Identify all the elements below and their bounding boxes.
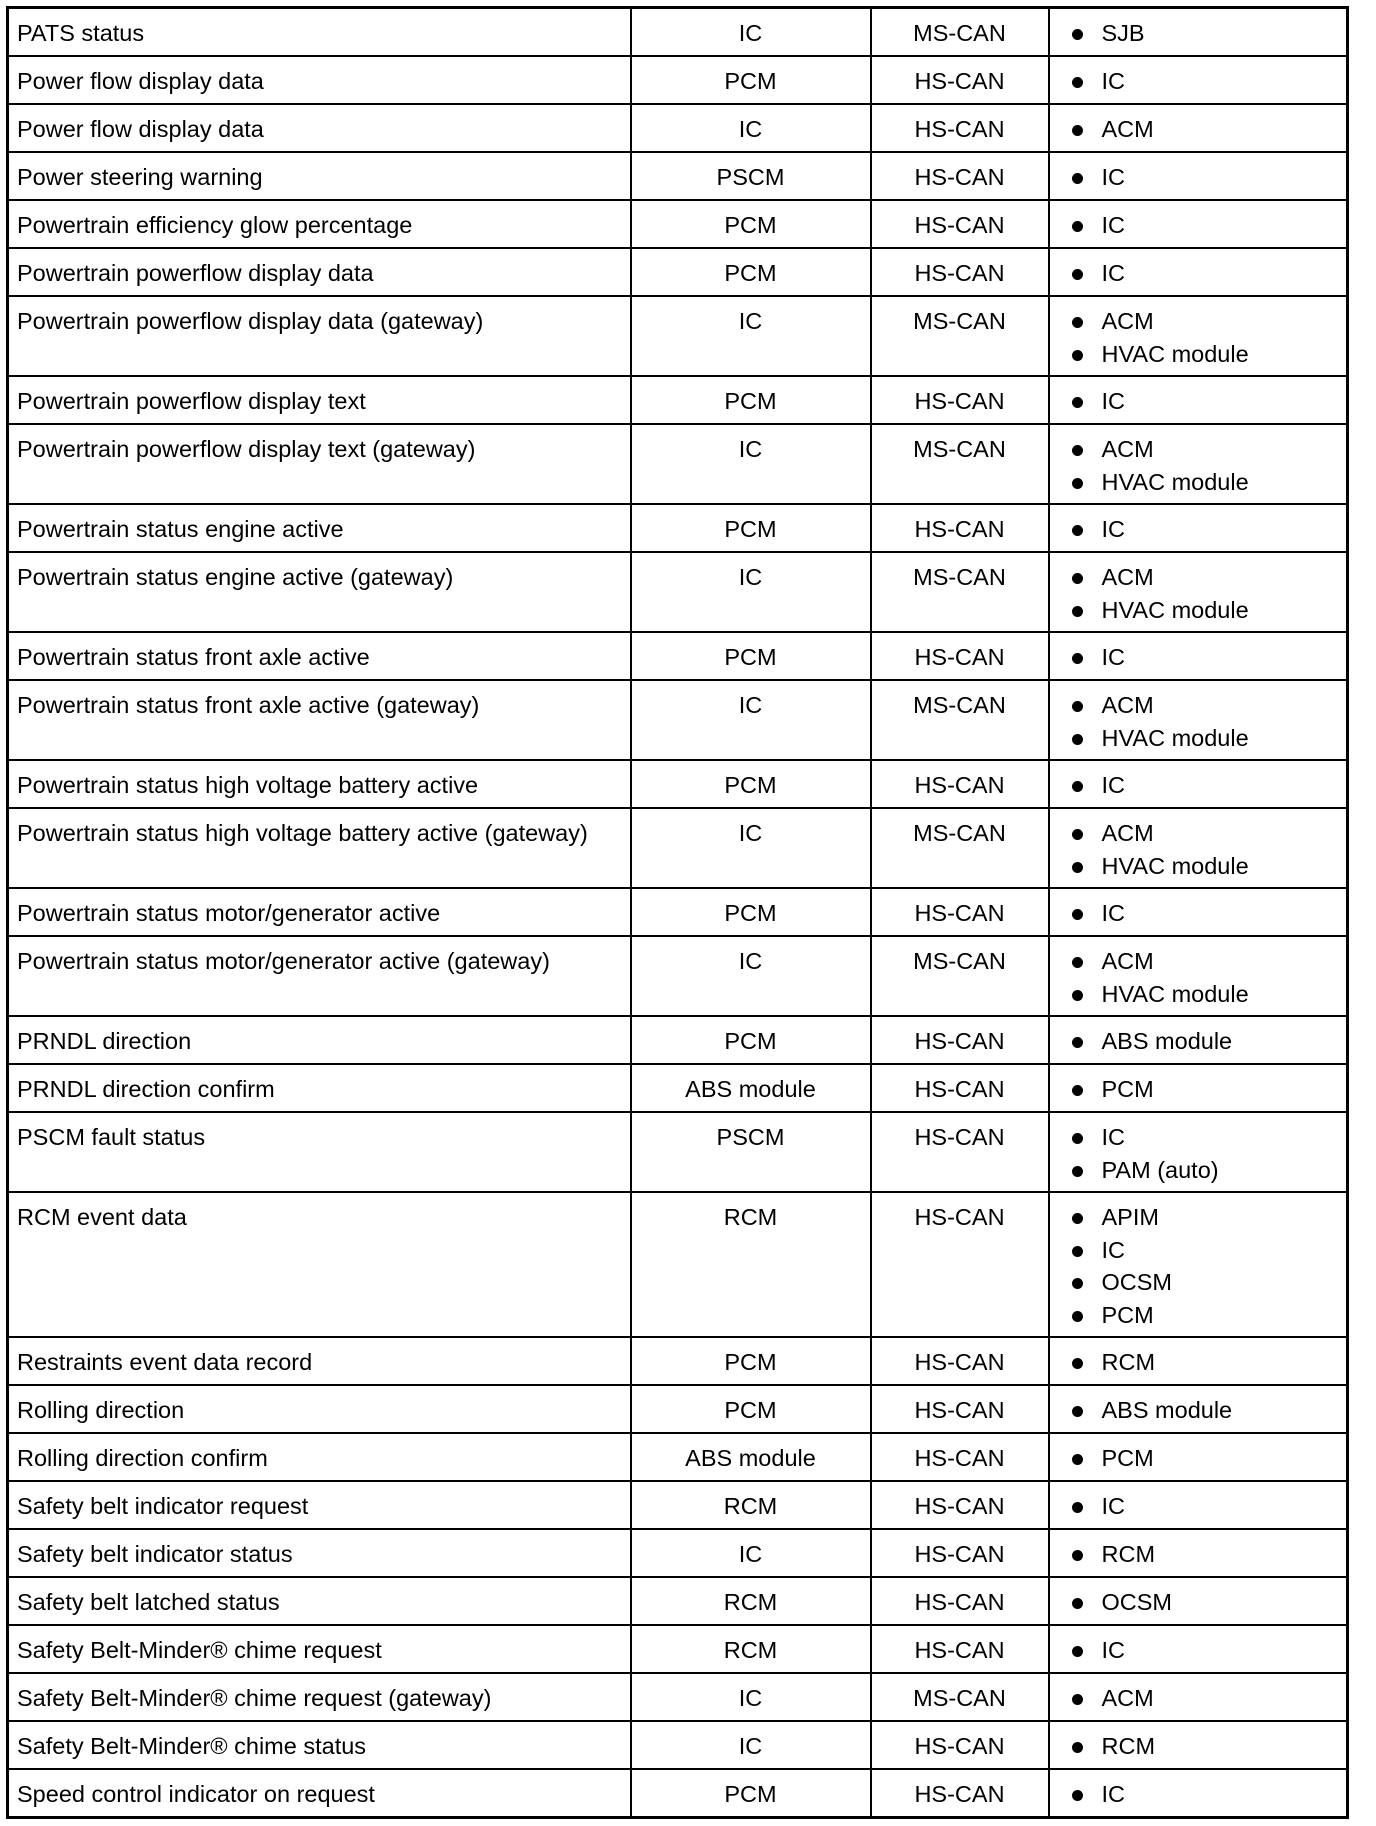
- network-cell: HS-CAN: [871, 1433, 1049, 1481]
- receivers-cell: [1049, 760, 1348, 808]
- message-cell: Rolling direction: [8, 1385, 631, 1433]
- message-cell: PATS status: [8, 8, 631, 57]
- receivers-cell: [1049, 376, 1348, 424]
- originator-cell: IC: [631, 680, 871, 760]
- table-row: [8, 936, 1348, 1016]
- receiver-bullet-item: ACM: [1072, 113, 1347, 146]
- receivers-cell: [1049, 632, 1348, 680]
- table-row: [8, 104, 1348, 152]
- receiver-bullet-item: IC: [1072, 1490, 1347, 1523]
- receivers-cell: [1049, 248, 1348, 296]
- originator-cell: IC: [631, 1721, 871, 1769]
- receiver-bullet-item: HVAC module: [1072, 594, 1347, 627]
- originator-cell: IC: [631, 1529, 871, 1577]
- originator-cell: PCM: [631, 248, 871, 296]
- message-cell: Safety belt indicator status: [8, 1529, 631, 1577]
- message-cell: Powertrain status engine active: [8, 504, 631, 552]
- network-cell: HS-CAN: [871, 1625, 1049, 1673]
- receivers-cell: [1049, 424, 1348, 504]
- receiver-bullet-item: ACM: [1072, 1682, 1347, 1715]
- network-cell: MS-CAN: [871, 552, 1049, 632]
- table-row: [8, 248, 1348, 296]
- receivers-cell: [1049, 8, 1348, 57]
- network-cell: HS-CAN: [871, 1721, 1049, 1769]
- network-cell: HS-CAN: [871, 1769, 1049, 1818]
- network-cell: MS-CAN: [871, 8, 1049, 57]
- message-cell: Powertrain status high voltage battery active: [8, 760, 631, 808]
- network-cell: HS-CAN: [871, 760, 1049, 808]
- originator-cell: RCM: [631, 1577, 871, 1625]
- table-row: [8, 296, 1348, 376]
- originator-cell: PCM: [631, 504, 871, 552]
- network-cell: HS-CAN: [871, 1192, 1049, 1337]
- receiver-bullet-item: ABS module: [1072, 1025, 1347, 1058]
- receiver-bullet-item: IC: [1072, 1234, 1347, 1267]
- message-cell: Restraints event data record: [8, 1337, 631, 1385]
- originator-cell: PCM: [631, 56, 871, 104]
- table-row: [8, 376, 1348, 424]
- receiver-bullet-item: IC: [1072, 897, 1347, 930]
- message-cell: Powertrain powerflow display text (gateway): [8, 424, 631, 504]
- originator-cell: PCM: [631, 376, 871, 424]
- network-cell: HS-CAN: [871, 56, 1049, 104]
- originator-cell: PSCM: [631, 152, 871, 200]
- message-cell: Powertrain status front axle active (gateway): [8, 680, 631, 760]
- receiver-bullet-item: RCM: [1072, 1346, 1347, 1379]
- originator-cell: RCM: [631, 1192, 871, 1337]
- table-row: [8, 200, 1348, 248]
- table-row: [8, 1673, 1348, 1721]
- table-row: [8, 888, 1348, 936]
- receivers-cell: [1049, 1433, 1348, 1481]
- message-cell: Powertrain efficiency glow percentage: [8, 200, 631, 248]
- network-cell: MS-CAN: [871, 936, 1049, 1016]
- originator-cell: IC: [631, 1673, 871, 1721]
- network-cell: HS-CAN: [871, 248, 1049, 296]
- receivers-cell: [1049, 504, 1348, 552]
- originator-cell: ABS module: [631, 1064, 871, 1112]
- table-row: [8, 504, 1348, 552]
- table-row: [8, 1577, 1348, 1625]
- receivers-cell: [1049, 680, 1348, 760]
- message-cell: PRNDL direction: [8, 1016, 631, 1064]
- message-cell: Safety Belt-Minder® chime request: [8, 1625, 631, 1673]
- receiver-bullet-item: HVAC module: [1072, 466, 1347, 499]
- originator-cell: PCM: [631, 1337, 871, 1385]
- table-row: [8, 1016, 1348, 1064]
- originator-cell: IC: [631, 936, 871, 1016]
- receivers-cell: [1049, 1481, 1348, 1529]
- receivers-cell: [1049, 1769, 1348, 1818]
- message-cell: Powertrain status motor/generator active (gateway): [8, 936, 631, 1016]
- table-row: [8, 808, 1348, 888]
- originator-cell: PSCM: [631, 1112, 871, 1192]
- receivers-cell: [1049, 1577, 1348, 1625]
- originator-cell: RCM: [631, 1625, 871, 1673]
- network-cell: HS-CAN: [871, 888, 1049, 936]
- table-row: [8, 552, 1348, 632]
- originator-cell: IC: [631, 808, 871, 888]
- receivers-cell: [1049, 1192, 1348, 1337]
- receiver-bullet-item: ACM: [1072, 561, 1347, 594]
- message-cell: Safety belt indicator request: [8, 1481, 631, 1529]
- table-row: [8, 424, 1348, 504]
- table-row: [8, 1529, 1348, 1577]
- receiver-bullet-item: HVAC module: [1072, 722, 1347, 755]
- receivers-cell: [1049, 1529, 1348, 1577]
- table-row: [8, 760, 1348, 808]
- receiver-bullet-item: HVAC module: [1072, 978, 1347, 1011]
- message-cell: PSCM fault status: [8, 1112, 631, 1192]
- message-cell: Powertrain status motor/generator active: [8, 888, 631, 936]
- network-cell: MS-CAN: [871, 680, 1049, 760]
- message-cell: Power flow display data: [8, 56, 631, 104]
- originator-cell: ABS module: [631, 1433, 871, 1481]
- receiver-bullet-item: RCM: [1072, 1730, 1347, 1763]
- network-cell: HS-CAN: [871, 376, 1049, 424]
- receiver-bullet-item: PAM (auto): [1072, 1154, 1347, 1187]
- network-cell: MS-CAN: [871, 296, 1049, 376]
- receiver-bullet-item: SJB: [1072, 17, 1347, 50]
- originator-cell: IC: [631, 8, 871, 57]
- receivers-cell: [1049, 552, 1348, 632]
- receiver-bullet-item: ACM: [1072, 305, 1347, 338]
- receivers-cell: [1049, 56, 1348, 104]
- originator-cell: PCM: [631, 760, 871, 808]
- network-cell: HS-CAN: [871, 1337, 1049, 1385]
- originator-cell: IC: [631, 424, 871, 504]
- receiver-bullet-item: ACM: [1072, 689, 1347, 722]
- network-cell: HS-CAN: [871, 1016, 1049, 1064]
- receivers-cell: [1049, 200, 1348, 248]
- receiver-bullet-item: IC: [1072, 209, 1347, 242]
- table-row: [8, 1433, 1348, 1481]
- receivers-cell: [1049, 808, 1348, 888]
- table-row: [8, 1625, 1348, 1673]
- originator-cell: PCM: [631, 632, 871, 680]
- table-row: [8, 1481, 1348, 1529]
- originator-cell: PCM: [631, 1769, 871, 1818]
- network-cell: HS-CAN: [871, 152, 1049, 200]
- message-cell: Speed control indicator on request: [8, 1769, 631, 1818]
- message-cell: Power flow display data: [8, 104, 631, 152]
- receiver-bullet-item: IC: [1072, 1634, 1347, 1667]
- receiver-bullet-item: IC: [1072, 257, 1347, 290]
- receiver-bullet-item: ACM: [1072, 433, 1347, 466]
- network-cell: HS-CAN: [871, 104, 1049, 152]
- receiver-bullet-item: IC: [1072, 1778, 1347, 1811]
- network-cell: MS-CAN: [871, 424, 1049, 504]
- receiver-bullet-item: RCM: [1072, 1538, 1347, 1571]
- table-row: [8, 1769, 1348, 1818]
- network-cell: HS-CAN: [871, 1112, 1049, 1192]
- receiver-bullet-item: APIM: [1072, 1201, 1347, 1234]
- message-cell: PRNDL direction confirm: [8, 1064, 631, 1112]
- message-cell: Power steering warning: [8, 152, 631, 200]
- originator-cell: PCM: [631, 1016, 871, 1064]
- table-row: [8, 152, 1348, 200]
- receiver-bullet-item: IC: [1072, 385, 1347, 418]
- receivers-cell: [1049, 296, 1348, 376]
- message-cell: Powertrain status engine active (gateway): [8, 552, 631, 632]
- originator-cell: IC: [631, 296, 871, 376]
- network-cell: HS-CAN: [871, 1064, 1049, 1112]
- table-row: [8, 1385, 1348, 1433]
- network-message-table: [6, 6, 1349, 1819]
- receivers-cell: [1049, 1064, 1348, 1112]
- receiver-bullet-item: PCM: [1072, 1073, 1347, 1106]
- message-cell: RCM event data: [8, 1192, 631, 1337]
- table-row: [8, 680, 1348, 760]
- table-row: [8, 8, 1348, 57]
- receiver-bullet-item: HVAC module: [1072, 338, 1347, 371]
- receiver-bullet-item: ABS module: [1072, 1394, 1347, 1427]
- network-cell: HS-CAN: [871, 1577, 1049, 1625]
- receiver-bullet-item: PCM: [1072, 1299, 1347, 1332]
- receiver-bullet-item: HVAC module: [1072, 850, 1347, 883]
- receiver-bullet-item: IC: [1072, 641, 1347, 674]
- receiver-bullet-item: IC: [1072, 161, 1347, 194]
- table-row: [8, 632, 1348, 680]
- originator-cell: PCM: [631, 1385, 871, 1433]
- message-cell: Powertrain status high voltage battery active (gateway): [8, 808, 631, 888]
- table-body: [8, 8, 1348, 1818]
- receiver-bullet-item: PCM: [1072, 1442, 1347, 1475]
- message-cell: Powertrain status front axle active: [8, 632, 631, 680]
- network-cell: HS-CAN: [871, 1529, 1049, 1577]
- message-cell: Safety Belt-Minder® chime status: [8, 1721, 631, 1769]
- originator-cell: RCM: [631, 1481, 871, 1529]
- table-row: [8, 56, 1348, 104]
- receivers-cell: [1049, 1016, 1348, 1064]
- table-row: [8, 1721, 1348, 1769]
- network-cell: MS-CAN: [871, 1673, 1049, 1721]
- receiver-bullet-item: IC: [1072, 513, 1347, 546]
- originator-cell: PCM: [631, 888, 871, 936]
- originator-cell: IC: [631, 104, 871, 152]
- originator-cell: PCM: [631, 200, 871, 248]
- receivers-cell: [1049, 104, 1348, 152]
- message-cell: Powertrain powerflow display data (gateway): [8, 296, 631, 376]
- receivers-cell: [1049, 1673, 1348, 1721]
- receiver-bullet-item: OCSM: [1072, 1266, 1347, 1299]
- table-row: [8, 1337, 1348, 1385]
- message-cell: Safety Belt-Minder® chime request (gateway): [8, 1673, 631, 1721]
- receivers-cell: [1049, 1625, 1348, 1673]
- receivers-cell: [1049, 936, 1348, 1016]
- receivers-cell: [1049, 1112, 1348, 1192]
- table-row: [8, 1064, 1348, 1112]
- receiver-bullet-item: ACM: [1072, 945, 1347, 978]
- receivers-cell: [1049, 1337, 1348, 1385]
- receivers-cell: [1049, 888, 1348, 936]
- network-cell: HS-CAN: [871, 1385, 1049, 1433]
- receiver-bullet-item: OCSM: [1072, 1586, 1347, 1619]
- message-cell: Rolling direction confirm: [8, 1433, 631, 1481]
- receiver-bullet-item: IC: [1072, 1121, 1347, 1154]
- originator-cell: IC: [631, 552, 871, 632]
- message-cell: Safety belt latched status: [8, 1577, 631, 1625]
- table-row: [8, 1112, 1348, 1192]
- receiver-bullet-item: IC: [1072, 65, 1347, 98]
- network-cell: HS-CAN: [871, 504, 1049, 552]
- receivers-cell: [1049, 1721, 1348, 1769]
- receivers-cell: [1049, 1385, 1348, 1433]
- message-cell: Powertrain powerflow display data: [8, 248, 631, 296]
- table-row: [8, 1192, 1348, 1337]
- receiver-bullet-item: ACM: [1072, 817, 1347, 850]
- receiver-bullet-item: IC: [1072, 769, 1347, 802]
- message-cell: Powertrain powerflow display text: [8, 376, 631, 424]
- network-cell: HS-CAN: [871, 200, 1049, 248]
- network-cell: HS-CAN: [871, 632, 1049, 680]
- network-cell: HS-CAN: [871, 1481, 1049, 1529]
- network-cell: MS-CAN: [871, 808, 1049, 888]
- receivers-cell: [1049, 152, 1348, 200]
